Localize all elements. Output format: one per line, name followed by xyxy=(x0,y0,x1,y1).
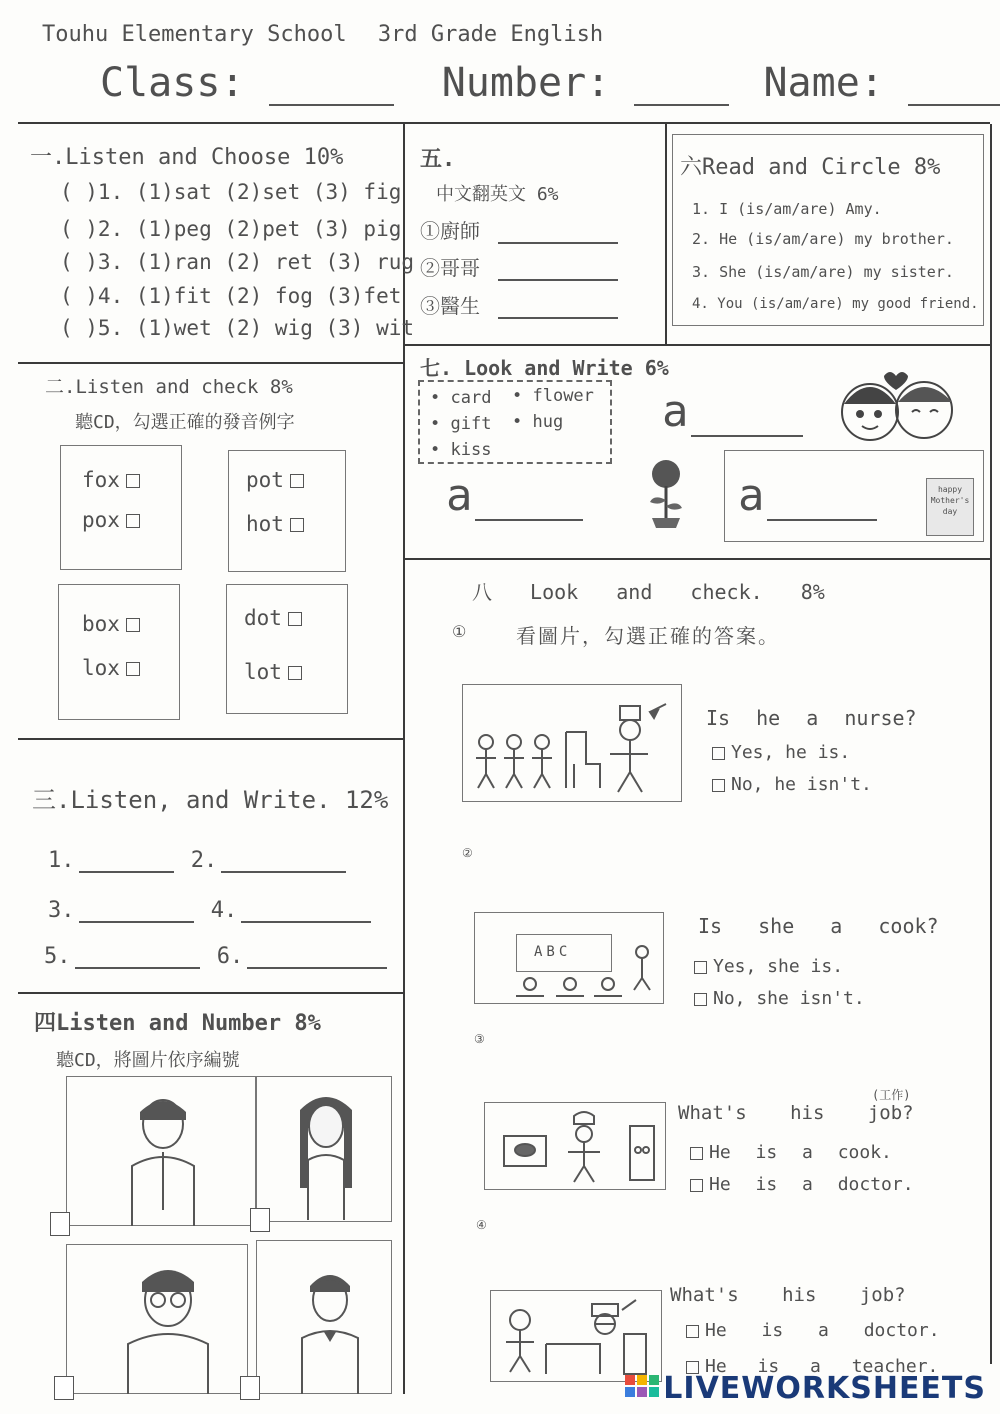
divider-mid-col xyxy=(665,124,667,344)
s8-instruction: 看圖片，勾選正確的答案。 xyxy=(516,624,780,648)
s1-item-3[interactable]: ( )3. (1)ran (2) ret (3) rug xyxy=(60,250,415,274)
card-text: happy Mother's day xyxy=(930,485,970,516)
doctor-man-drawing xyxy=(118,1090,208,1226)
s4-title: 四Listen and Number 8% xyxy=(34,1011,321,1036)
s4-number-box-2[interactable] xyxy=(250,1208,270,1232)
s8-q3-num: ③ xyxy=(474,1032,485,1046)
woman-drawing xyxy=(286,1090,366,1220)
s2-word-dot[interactable]: dot xyxy=(244,606,302,630)
s4-number-box-1[interactable] xyxy=(50,1212,70,1236)
man-tie-drawing xyxy=(290,1266,370,1394)
name-label: Name: xyxy=(763,60,884,106)
s1-item-5[interactable]: ( )5. (1)wet (2) wig (3) wit xyxy=(60,316,415,340)
checkbox[interactable] xyxy=(290,518,304,532)
s7-answer-flower: a xyxy=(446,470,583,521)
s8-q1-num: ① xyxy=(452,622,467,641)
checkbox[interactable] xyxy=(712,779,725,792)
s7-word-flower: • flower xyxy=(512,386,594,406)
s5-input-2[interactable] xyxy=(498,259,618,281)
s7-answer-card: a xyxy=(738,470,877,521)
s6-item-2[interactable]: 2. He (is/am/are) my brother. xyxy=(692,230,954,248)
s5-subtitle: 中文翻英文 6% xyxy=(436,184,559,205)
number-label: Number: xyxy=(441,60,611,106)
s7-answer-hug: a xyxy=(662,386,803,437)
divider-s2-bottom xyxy=(18,738,403,740)
board-text: ABC xyxy=(534,944,572,960)
man-glasses-drawing xyxy=(118,1258,218,1394)
checkbox[interactable] xyxy=(126,514,140,528)
flower-picture xyxy=(636,458,696,530)
s2-word-pot[interactable]: pot xyxy=(246,468,304,492)
class-input[interactable] xyxy=(269,68,394,106)
kitchen-scene-drawing xyxy=(490,1106,662,1188)
s6-item-1[interactable]: 1. I (is/am/are) Amy. xyxy=(692,200,882,218)
doctor-scene-drawing xyxy=(496,1294,658,1380)
class-label: Class: xyxy=(100,60,245,106)
classroom-scene-drawing xyxy=(480,916,660,1002)
s1-item-4[interactable]: ( )4. (1)fit (2) fog (3)fet xyxy=(60,284,402,308)
s6-item-4[interactable]: 4. You (is/am/are) my good friend. xyxy=(692,296,979,312)
s8-q2-option-a[interactable]: Yes, she is. xyxy=(694,956,843,977)
s2-word-fox[interactable]: fox xyxy=(82,468,140,492)
s8-q1-option-b[interactable]: No, he isn't. xyxy=(712,774,872,795)
s3-input-6[interactable] xyxy=(247,947,387,969)
s7-input-card[interactable] xyxy=(767,511,877,521)
s8-q2-question: Is she a cook? xyxy=(698,914,939,938)
s3-input-3[interactable] xyxy=(79,901,194,923)
s8-q4-option-b[interactable]: He is a teacher. xyxy=(686,1356,938,1377)
liveworksheets-text: LIVEWORKSHEETS xyxy=(663,1371,986,1406)
s8-q2-num: ② xyxy=(462,846,473,860)
s8-q2-option-b[interactable]: No, she isn't. xyxy=(694,988,865,1009)
s8-q3-note: (工作) xyxy=(872,1088,911,1102)
s3-input-4[interactable] xyxy=(241,901,371,923)
checkbox[interactable] xyxy=(712,747,725,760)
s4-number-box-3[interactable] xyxy=(54,1376,74,1400)
s5-item-1: ①廚師 xyxy=(420,215,618,244)
s3-row-2: 3. 4. xyxy=(48,898,371,923)
s3-title: 三.Listen, and Write. 12% xyxy=(32,786,389,814)
checkbox[interactable] xyxy=(690,1147,703,1160)
s8-q4-question: What's his job? xyxy=(670,1284,906,1306)
s8-q3-question: What's his job? xyxy=(678,1102,914,1124)
school-name: Touhu Elementary School xyxy=(42,22,347,47)
s8-q1-option-a[interactable]: Yes, he is. xyxy=(712,742,850,763)
s3-input-5[interactable] xyxy=(75,947,200,969)
s1-item-2[interactable]: ( )2. (1)peg (2)pet (3) pig xyxy=(60,217,402,241)
checkbox[interactable] xyxy=(686,1325,699,1338)
liveworksheets-icon xyxy=(625,1375,659,1405)
s8-q3-option-a[interactable]: He is a cook. xyxy=(690,1142,892,1163)
divider-s1-bottom xyxy=(18,362,403,364)
checkbox[interactable] xyxy=(126,474,140,488)
s2-subtitle: 聽CD，勾選正確的發音例字 xyxy=(75,412,295,433)
s2-box-3 xyxy=(58,584,180,720)
s2-word-box[interactable]: box xyxy=(82,612,140,636)
checkbox[interactable] xyxy=(288,612,302,626)
s5-item-3: ③醫生 xyxy=(420,290,618,319)
checkbox[interactable] xyxy=(690,1179,703,1192)
checkbox[interactable] xyxy=(694,993,707,1006)
divider-left-col xyxy=(403,124,405,1394)
s1-item-1[interactable]: ( )1. (1)sat (2)set (3) fig xyxy=(60,180,402,204)
s4-number-box-4[interactable] xyxy=(240,1376,260,1400)
liveworksheets-logo xyxy=(625,1371,986,1406)
s2-word-lox[interactable]: lox xyxy=(82,656,140,680)
s8-q1-question: Is he a nurse? xyxy=(706,706,917,730)
s2-word-pox[interactable]: pox xyxy=(82,508,140,532)
checkbox[interactable] xyxy=(288,666,302,680)
s3-row-3: 5. 6. xyxy=(44,944,387,969)
student-info-row xyxy=(100,60,1000,106)
s3-input-1[interactable] xyxy=(79,851,174,873)
s6-title: 六Read and Circle 8% xyxy=(680,155,941,180)
hug-picture xyxy=(832,362,972,444)
checkbox[interactable] xyxy=(126,662,140,676)
s2-word-hot[interactable]: hot xyxy=(246,512,304,536)
name-input[interactable] xyxy=(908,68,1000,106)
nurse-scene-drawing xyxy=(470,692,676,796)
s3-input-2[interactable] xyxy=(221,851,346,873)
divider-right-edge xyxy=(990,124,992,1364)
s7-word-card: • card xyxy=(430,388,492,408)
divider-s7-bottom xyxy=(405,558,990,560)
s2-word-lot[interactable]: lot xyxy=(244,660,302,684)
s8-q3-option-b[interactable]: He is a doctor. xyxy=(690,1174,914,1195)
s5-input-1[interactable] xyxy=(498,222,618,244)
s7-word-kiss: • kiss xyxy=(430,440,492,460)
checkbox[interactable] xyxy=(290,474,304,488)
grade-label: 3rd Grade English xyxy=(377,22,604,47)
s5-input-3[interactable] xyxy=(498,297,618,319)
s8-q4-option-a[interactable]: He is a doctor. xyxy=(686,1320,940,1341)
s7-input-flower[interactable] xyxy=(475,511,583,521)
s2-box-4 xyxy=(226,584,348,714)
s7-input-hug[interactable] xyxy=(691,427,803,437)
checkbox[interactable] xyxy=(694,961,707,974)
s7-title: 七. Look and Write 6% xyxy=(420,356,669,380)
divider-top xyxy=(18,122,990,124)
s2-title: 二.Listen and check 8% xyxy=(45,376,293,398)
divider-s3-bottom xyxy=(18,992,403,994)
s7-word-gift: • gift xyxy=(430,414,492,434)
s5-item-2: ②哥哥 xyxy=(420,252,618,281)
s8-title: 八 Look and check. 8% xyxy=(472,580,825,604)
s3-row-1: 1. 2. xyxy=(48,848,346,873)
s4-subtitle: 聽CD，將圖片依序編號 xyxy=(56,1050,240,1071)
s5-title: 五. xyxy=(420,147,456,172)
checkbox[interactable] xyxy=(126,618,140,632)
s7-word-hug: • hug xyxy=(512,412,564,432)
s8-q4-num: ④ xyxy=(476,1218,487,1232)
school-title xyxy=(42,22,603,47)
number-input[interactable] xyxy=(634,68,729,106)
s6-item-3[interactable]: 3. She (is/am/are) my sister. xyxy=(692,263,954,281)
divider-s56-bottom xyxy=(405,344,990,346)
s1-title: 一.Listen and Choose 10% xyxy=(30,145,344,170)
